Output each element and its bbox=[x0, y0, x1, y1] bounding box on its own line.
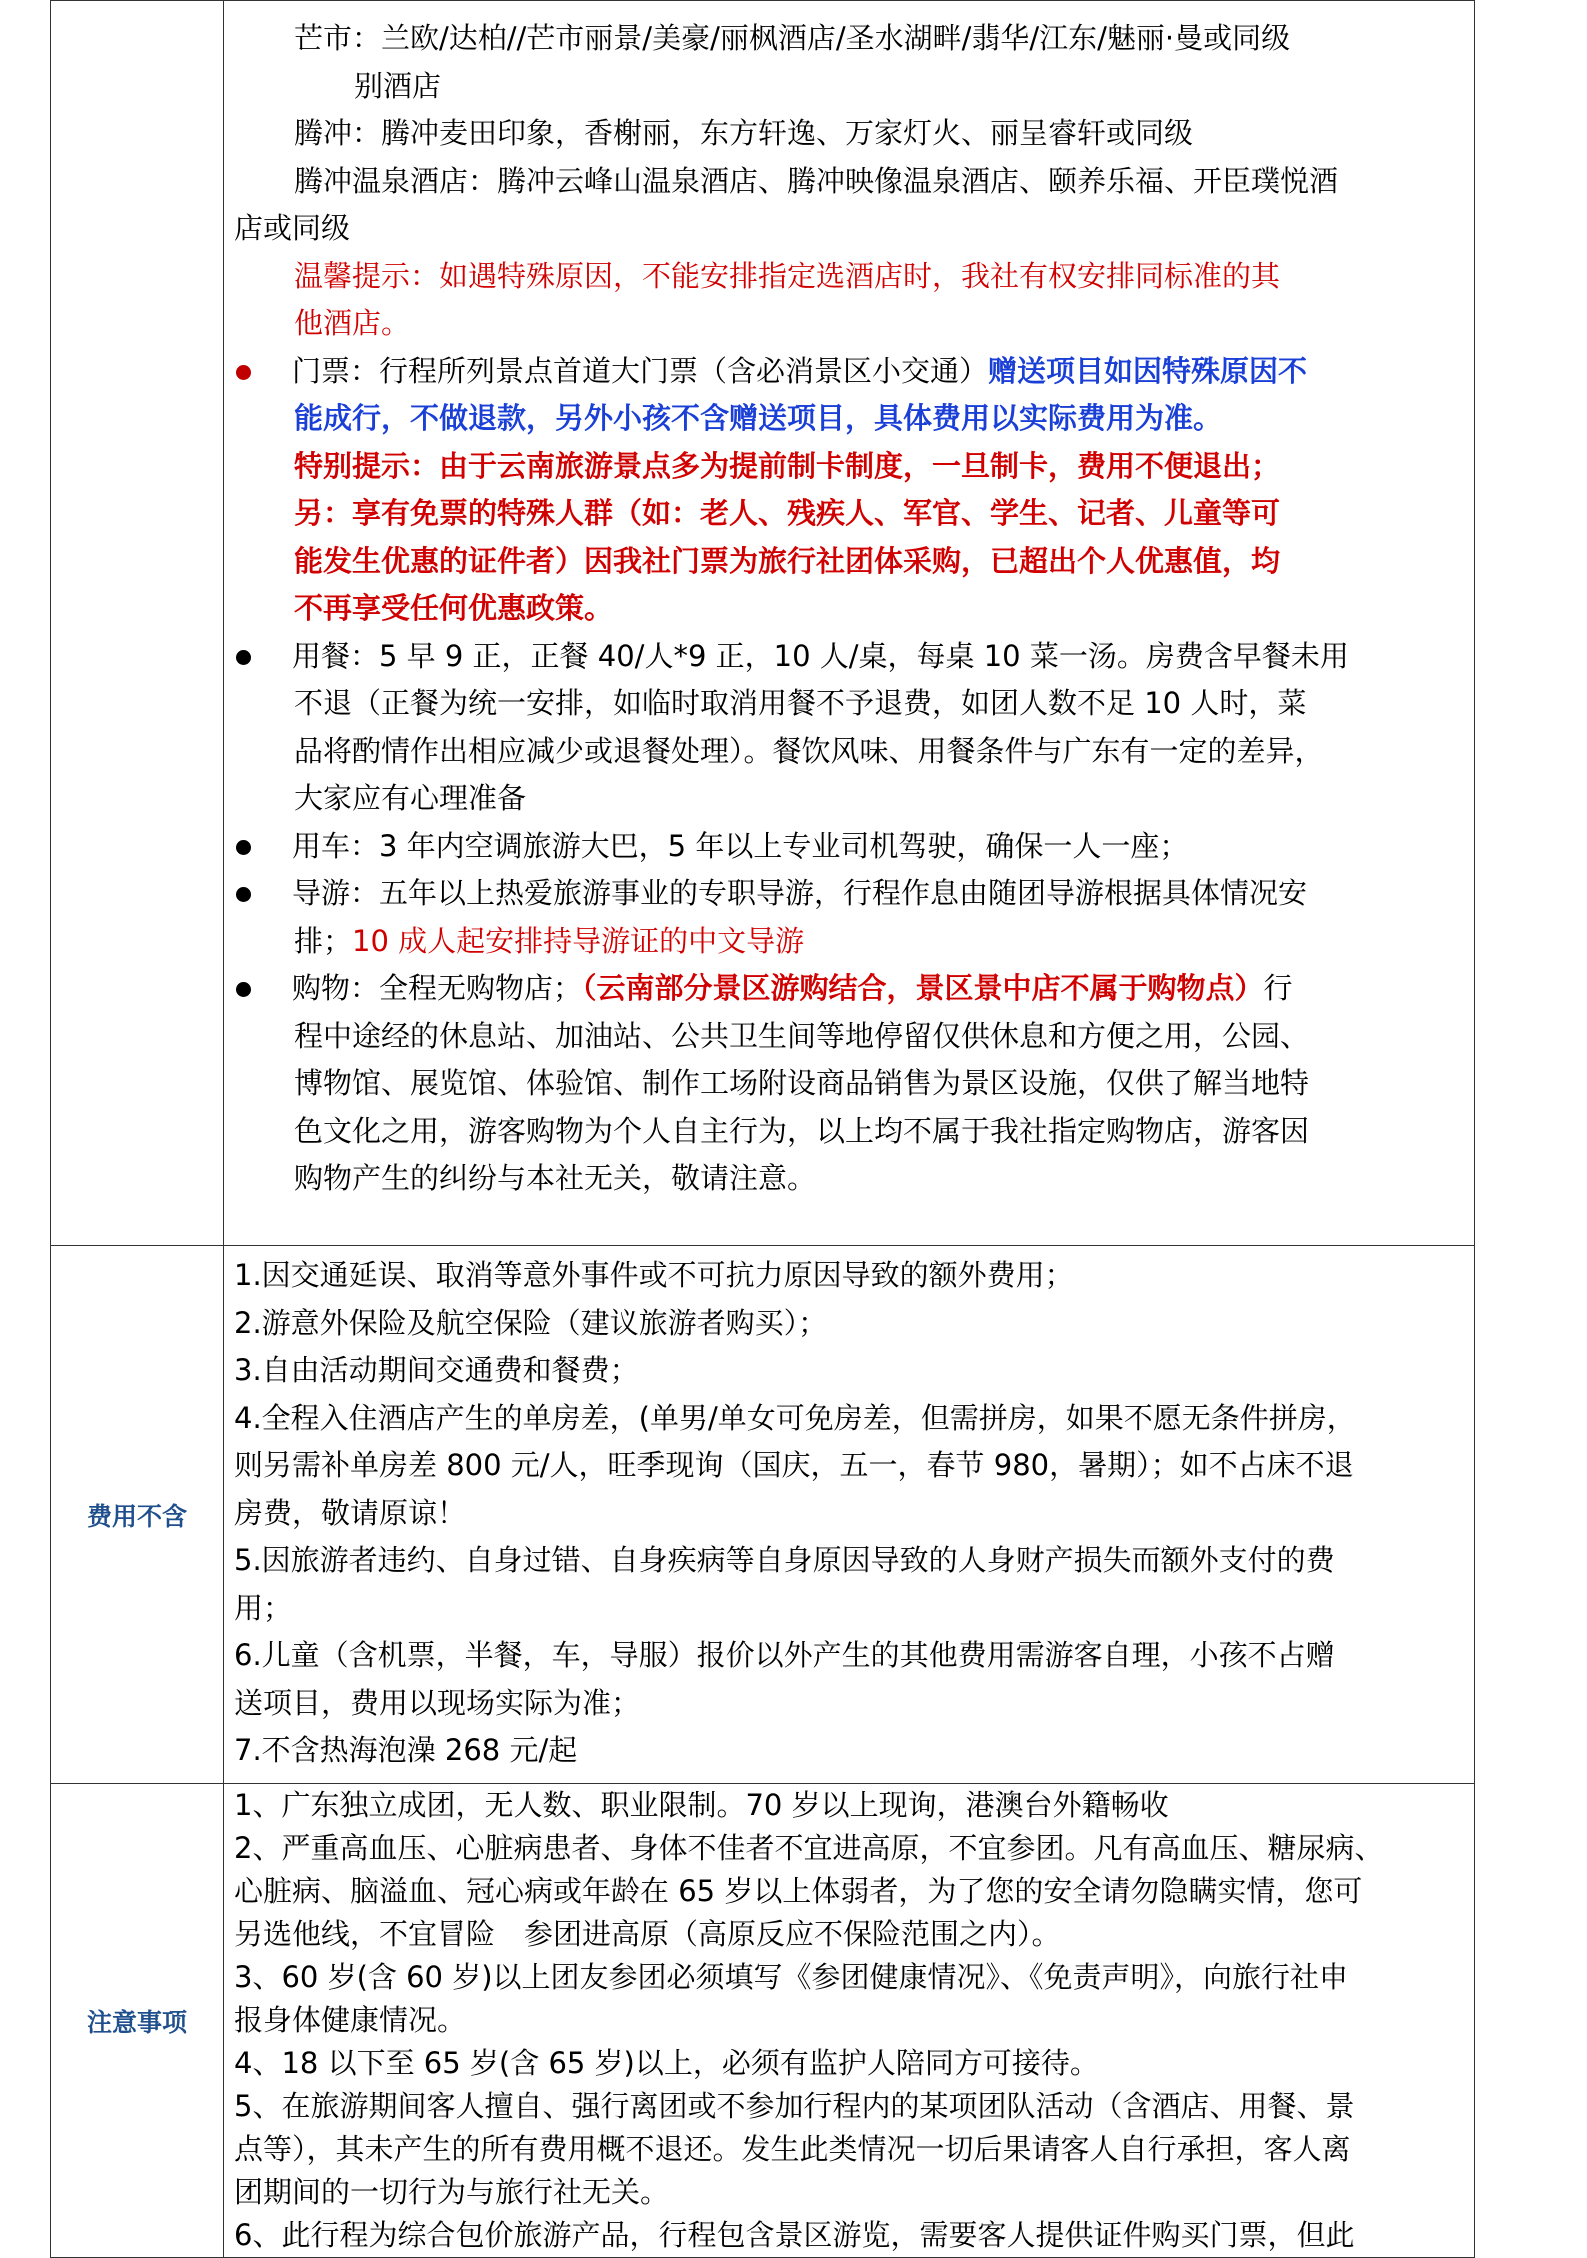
guide-chinese-note: 10 成人起安排持导游证的中文导游 bbox=[352, 923, 805, 958]
notes-line: 报身体健康情况。 bbox=[234, 2003, 467, 2037]
ticket-lead: 门票：行程所列景点首道大门票（含必消景区小交通） bbox=[292, 353, 989, 388]
notes-line: 1、广东独立成团，无人数、职业限制。70 岁以上现询，港澳台外籍畅收 bbox=[234, 1788, 1169, 1822]
notes-label: 注意事项 bbox=[51, 1784, 224, 2258]
excluded-line: 6.儿童（含机票，半餐，车，导服）报价以外产生的其他费用需游客自理，小孩不占赠 bbox=[234, 1638, 1335, 1672]
excluded-line: 用； bbox=[234, 1590, 293, 1625]
excluded-line: 则另需补单房差 800 元/人，旺季现询（国庆，五一，春节 980，暑期）；如不占床不退 bbox=[234, 1448, 1354, 1482]
notes-line: 6、此行程为综合包价旅游产品，行程包含景区游览，需要客人提供证件购买门票，但此 bbox=[234, 2218, 1355, 2252]
hotel-tip: 温馨提示：如遇特殊原因，不能安排指定选酒店时，我社有权安排同标准的其 bbox=[294, 258, 1281, 293]
bullet-icon bbox=[236, 365, 251, 380]
excluded-line: 7.不含热海泡澡 268 元/起 bbox=[234, 1733, 578, 1767]
excluded-line: 5.因旅游者违约、自身过错、自身疾病等自身原因导致的人身财产损失而额外支付的费 bbox=[234, 1543, 1335, 1577]
notes-line: 2、严重高血压、心脏病患者、身体不佳者不宜进高原，不宜参团。凡有高血压、糖尿病、 bbox=[234, 1831, 1384, 1865]
bullet-icon bbox=[236, 650, 251, 665]
ticket-special-note: 特别提示：由于云南旅游景点多为提前制卡制度，一旦制卡，费用不便退出； bbox=[294, 448, 1281, 483]
hotel-tengchong: 腾冲：腾冲麦田印象，香榭丽，东方轩逸、万家灯火、丽呈睿轩或同级 bbox=[294, 116, 1194, 150]
meal-text: 用餐：5 早 9 正，正餐 40/人*9 正，10 人/桌，每桌 10 菜一汤。房费含早餐未用 bbox=[292, 638, 1349, 673]
guide-text: 导游：五年以上热爱旅游事业的专职导游，行程作息由随团导游根据具体情况安 bbox=[292, 876, 1308, 910]
excluded-line: 3.自由活动期间交通费和餐费； bbox=[234, 1353, 639, 1387]
empty-label-cell bbox=[51, 1, 224, 1246]
hotel-mangshi: 芒市：兰欧/达柏//芒市丽景/美豪/丽枫酒店/圣水湖畔/翡华/江东/魅丽·曼或同级 bbox=[294, 21, 1291, 55]
itinerary-page bbox=[50, 0, 1475, 2252]
meal-text-4: 大家应有心理准备 bbox=[294, 781, 527, 815]
shopping-text-5: 购物产生的纠纷与本社无关，敬请注意。 bbox=[294, 1161, 817, 1195]
bullet-icon bbox=[236, 840, 251, 855]
hotel-hotspring: 腾冲温泉酒店：腾冲云峰山温泉酒店、腾冲映像温泉酒店、颐养乐福、开臣璞悦酒 bbox=[294, 163, 1339, 198]
hotel-mangshi-cont: 别酒店 bbox=[354, 68, 442, 103]
excluded-label: 费用不含 bbox=[51, 1246, 224, 1784]
notes-line: 4、18 以下至 65 岁(含 65 岁)以上，必须有监护人陪同方可接待。 bbox=[234, 2046, 1099, 2080]
shopping-text-3: 博物馆、展览馆、体验馆、制作工场附设商品销售为景区设施，仅供了解当地特 bbox=[294, 1066, 1310, 1100]
itinerary-table bbox=[50, 0, 1475, 2258]
notes-line: 点等），其未产生的所有费用概不退还。发生此类情况一切后果请客人自行承担，客人离 bbox=[234, 2132, 1351, 2166]
service-standard-row bbox=[51, 1, 1475, 1246]
bullet-icon bbox=[236, 982, 251, 997]
bullet-icon bbox=[236, 887, 251, 902]
meal-text-3: 品将酌情作出相应减少或退餐处理）。餐饮风味、用餐条件与广东有一定的差异， bbox=[294, 733, 1324, 768]
notes-line: 3、60 岁(含 60 岁)以上团友参团必须填写《参团健康情况》、《免责声明》，向旅行社申 bbox=[234, 1960, 1349, 1994]
ticket-special-note-3: 能发生优惠的证件者）因我社门票为旅行社团体采购，已超出个人优惠值，均 bbox=[294, 543, 1281, 578]
ticket-gift-note-cont: 能成行，不做退款，另外小孩不含赠送项目，具体费用以实际费用为准。 bbox=[294, 401, 1223, 435]
excluded-line: 4.全程入住酒店产生的单房差，(单男/单女可免房差，但需拼房，如果不愿无条件拼房， bbox=[234, 1400, 1356, 1435]
car-text: 用车：3 年内空调旅游大巴，5 年以上专业司机驾驶，确保一人一座； bbox=[292, 828, 1189, 863]
guide-text-2a: 排； bbox=[294, 923, 353, 958]
shopping-text-4: 色文化之用，游客购物为个人自主行为，以上均不属于我社指定购物店，游客因 bbox=[294, 1113, 1310, 1148]
ticket-item bbox=[234, 348, 1460, 396]
excluded-cell bbox=[224, 1246, 1475, 1784]
guide-item bbox=[234, 870, 1460, 918]
excluded-line: 2.游意外保险及航空保险（建议旅游者购买）； bbox=[234, 1305, 828, 1340]
car-item bbox=[234, 823, 1460, 871]
meal-item bbox=[234, 633, 1460, 681]
shopping-item bbox=[234, 965, 1460, 1013]
notes-line: 5、在旅游期间客人擅自、强行离团或不参加行程内的某项团队活动（含酒店、用餐、景 bbox=[234, 2089, 1355, 2123]
shopping-text-c: 行 bbox=[1263, 971, 1293, 1005]
ticket-gift-note: 赠送项目如因特殊原因不 bbox=[988, 353, 1308, 388]
shopping-text: 购物：全程无购物店； bbox=[292, 971, 583, 1005]
excluded-line: 1.因交通延误、取消等意外事件或不可抗力原因导致的额外费用； bbox=[234, 1258, 1074, 1292]
notes-line: 另选他线，不宜冒险 参团进高原（高原反应不保险范围之内）。 bbox=[234, 1917, 1061, 1951]
service-standard-cell bbox=[224, 1, 1475, 1246]
ticket-special-note-2: 另：享有免票的特殊人群（如：老人、残疾人、军官、学生、记者、儿童等可 bbox=[294, 496, 1281, 530]
hotel-tip-cont: 他酒店。 bbox=[294, 306, 411, 340]
excluded-row bbox=[51, 1246, 1475, 1784]
ticket-special-note-4: 不再享受任何优惠政策。 bbox=[294, 591, 614, 625]
notes-line: 团期间的一切行为与旅行社无关。 bbox=[234, 2175, 670, 2209]
guide-text-2 bbox=[234, 918, 1460, 966]
hotel-hotspring-cont: 店或同级 bbox=[234, 211, 351, 245]
notes-cell bbox=[224, 1784, 1475, 2258]
meal-text-2: 不退（正餐为统一安排，如临时取消用餐不予退费，如团人数不足 10 人时，菜 bbox=[294, 686, 1307, 720]
notes-row bbox=[51, 1784, 1475, 2258]
shopping-note: （云南部分景区游购结合，景区景中店不属于购物点） bbox=[582, 971, 1264, 1005]
notes-line: 心脏病、脑溢血、冠心病或年龄在 65 岁以上体弱者，为了您的安全请勿隐瞒实情，您可 bbox=[234, 1874, 1363, 1908]
excluded-line: 房费，敬请原谅！ bbox=[234, 1495, 467, 1530]
shopping-text-2: 程中途经的休息站、加油站、公共卫生间等地停留仅供休息和方便之用，公园、 bbox=[294, 1018, 1310, 1053]
excluded-line: 送项目，费用以现场实际为准； bbox=[234, 1685, 641, 1720]
